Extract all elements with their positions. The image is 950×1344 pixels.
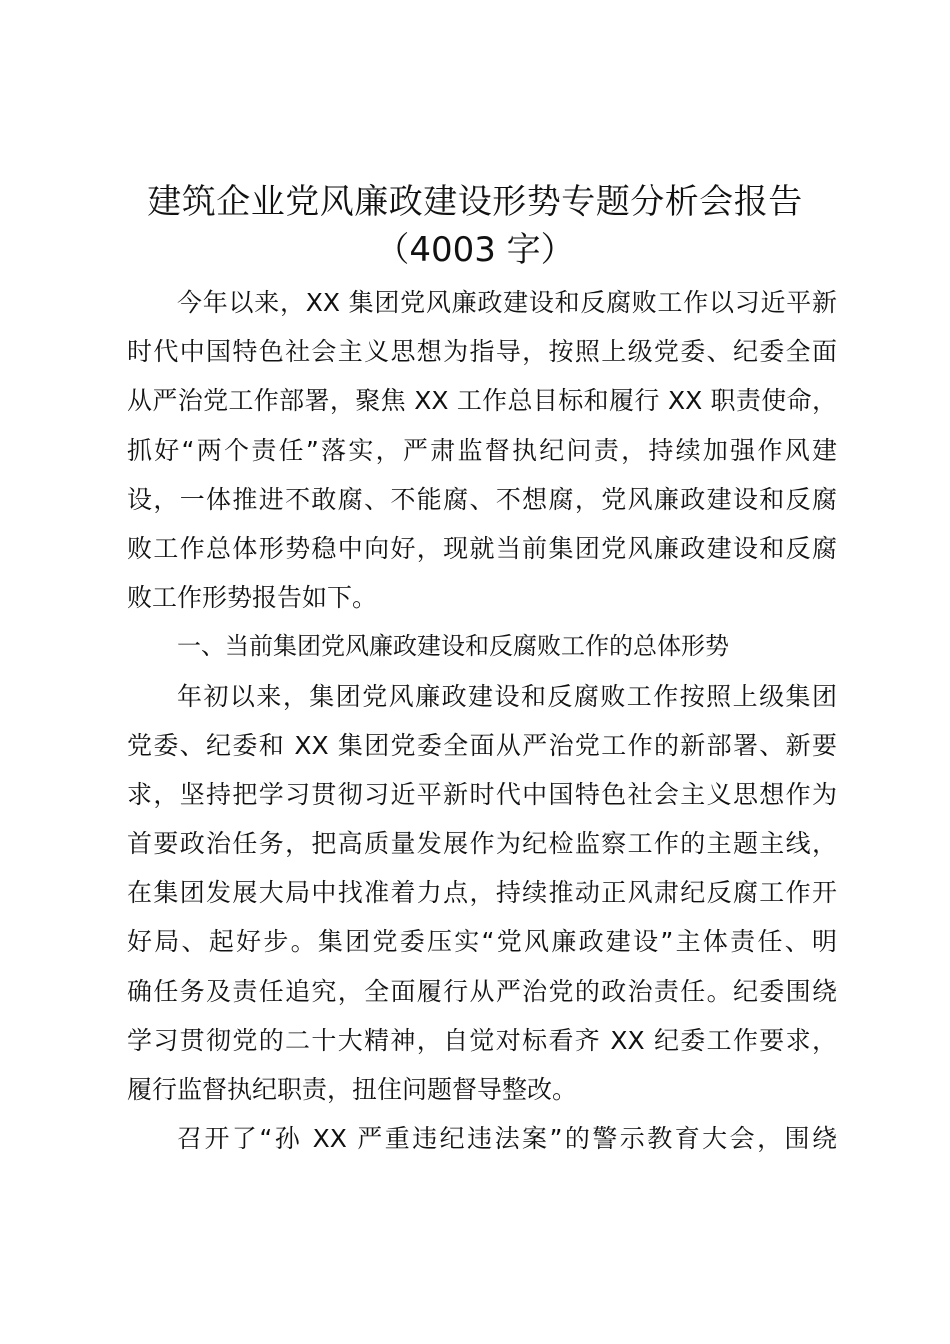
paragraph-line: 败工作形势报告如下。 <box>127 583 378 613</box>
section-heading: 一、当前集团党风廉政建设和反腐败工作的总体形势 <box>177 632 729 661</box>
paragraph-line: 在集团发展大局中找准着力点，持续推动正风肃纪反腐工作开 <box>127 878 837 908</box>
paragraph-line: 求，坚持把学习贯彻习近平新时代中国特色社会主义思想作为 <box>127 779 837 809</box>
paragraph-line: 召开了“孙 XX 严重违纪违法案”的警示教育大会，围绕 <box>177 1124 837 1154</box>
paragraph-line: 时代中国特色社会主义思想为指导，按照上级党委、纪委全面 <box>127 337 837 367</box>
paragraph-line: 党委、纪委和 XX 集团党委全面从严治党工作的新部署、新要 <box>127 730 837 760</box>
paragraph-line: 年初以来，集团党风廉政建设和反腐败工作按照上级集团 <box>177 681 837 711</box>
paragraph-line: 败工作总体形势稳中向好，现就当前集团党风廉政建设和反腐 <box>127 533 837 563</box>
paragraph-line: 从严治党工作部署，聚焦 XX 工作总目标和履行 XX 职责使命， <box>127 386 837 416</box>
paragraph-line: 履行监督执纪职责，扭住问题督导整改。 <box>127 1075 578 1104</box>
title-block <box>0 178 950 274</box>
paragraph-line: 学习贯彻党的二十大精神，自觉对标看齐 XX 纪委工作要求， <box>127 1025 837 1055</box>
paragraph-line: 好局、起好步。集团党委压实“党风廉政建设”主体责任、明 <box>127 927 837 957</box>
paragraph-line: 设，一体推进不敢腐、不能腐、不想腐，党风廉政建设和反腐 <box>127 484 837 514</box>
document-title: 建筑企业党风廉政建设形势专题分析会报告 <box>147 182 803 222</box>
paragraph-line: 确任务及责任追究，全面履行从严治党的政治责任。纪委围绕 <box>127 976 837 1006</box>
paragraph-line: 首要政治任务，把高质量发展作为纪检监察工作的主题主线， <box>127 829 837 859</box>
paragraph-line: 今年以来，XX 集团党风廉政建设和反腐败工作以习近平新 <box>177 288 837 317</box>
paragraph-line: 抓好“两个责任”落实，严肃监督执纪问责，持续加强作风建 <box>127 435 837 465</box>
document-subtitle: （4003 字） <box>375 230 575 270</box>
document-body <box>127 278 837 1163</box>
